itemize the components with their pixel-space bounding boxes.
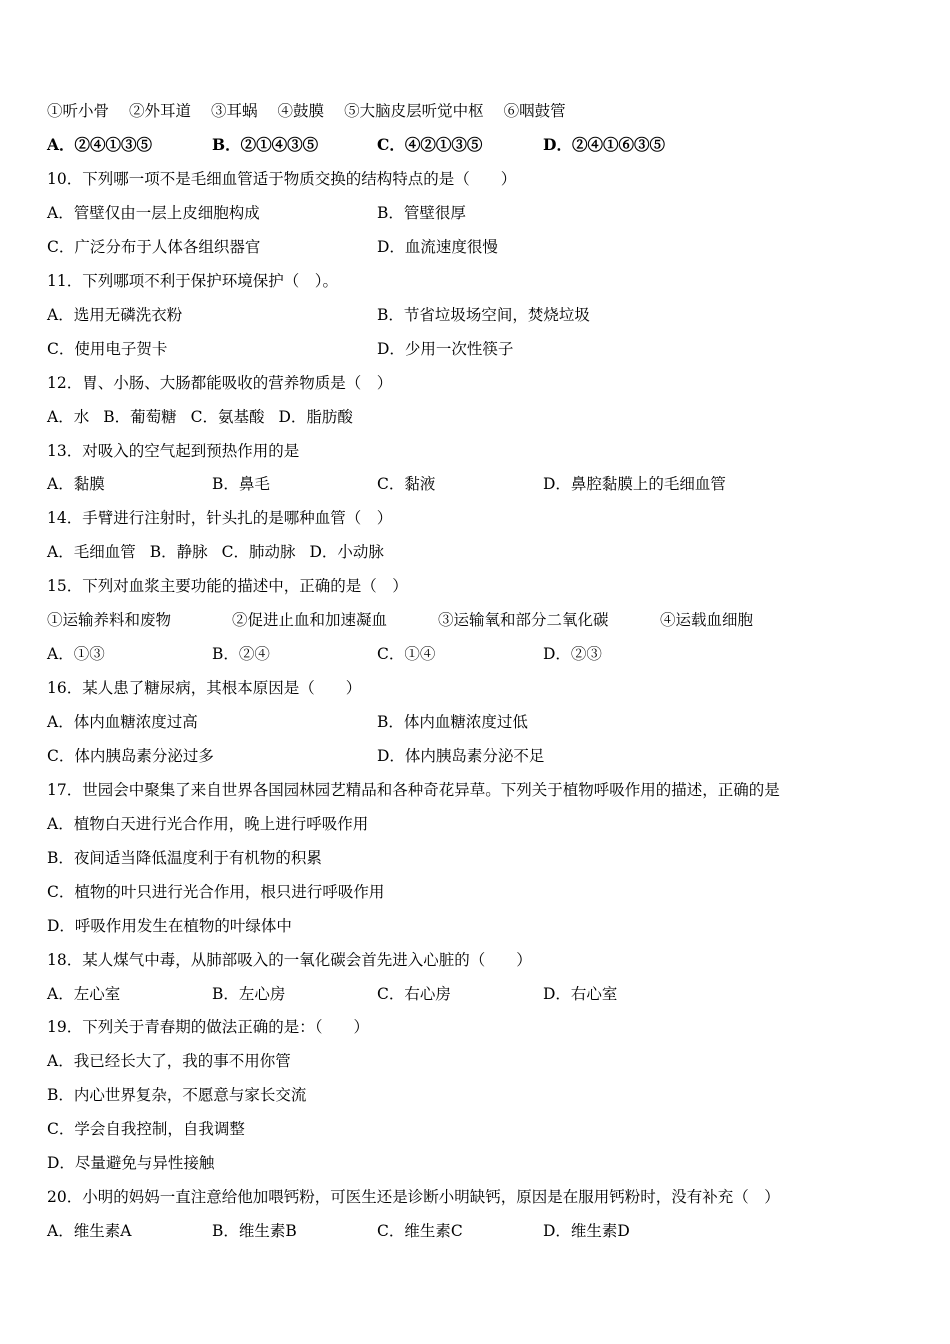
ear-structures-list xyxy=(47,101,586,121)
q12-option-c: C．氨基酸 xyxy=(190,408,265,426)
q11-option-a: A．选用无磷洗衣粉 xyxy=(47,306,183,324)
list-item: ④鼓膜 xyxy=(277,102,325,120)
q10-option-d: D．血流速度很慢 xyxy=(377,238,498,256)
q14-option-c: C．肺动脉 xyxy=(221,543,296,561)
q16-option-b: B．体内血糖浓度过低 xyxy=(377,713,528,731)
q11-option-b: B．节省垃圾场空间，焚烧垃圾 xyxy=(377,306,590,324)
q16-option-c: C．体内胰岛素分泌过多 xyxy=(47,747,214,765)
q11-stem: 11．下列哪项不利于保护环境保护（ ）。 xyxy=(47,272,338,290)
q12-option-d: D．脂肪酸 xyxy=(278,408,353,426)
q13-stem: 13．对吸入的空气起到预热作用的是 xyxy=(47,442,300,460)
q16-stem: 16．某人患了糖尿病，其根本原因是（ ） xyxy=(47,679,362,697)
q14-stem: 14．手臂进行注射时，针头扎的是哪种血管（ ） xyxy=(47,509,393,527)
q15-option-b: B．②④ xyxy=(212,645,270,663)
q13-option-b: B．鼻毛 xyxy=(212,475,270,493)
q17-option-d: D．呼吸作用发生在植物的叶绿体中 xyxy=(47,917,292,935)
q18-option-b: B．左心房 xyxy=(212,985,286,1003)
list-item: ①听小骨 xyxy=(47,102,110,120)
q10-option-a: A．管壁仅由一层上皮细胞构成 xyxy=(47,204,260,222)
q16-option-d: D．体内胰岛素分泌不足 xyxy=(377,747,545,765)
q19-option-d: D．尽量避免与异性接触 xyxy=(47,1154,215,1172)
q20-stem: 20．小明的妈妈一直注意给他加喂钙粉，可医生还是诊断小明缺钙，原因是在服用钙粉时，没有补充（ ） xyxy=(47,1188,780,1206)
q16-option-a: A．体内血糖浓度过高 xyxy=(47,713,198,731)
q13-option-c: C．黏液 xyxy=(377,475,436,493)
q20-option-d: D．维生素D xyxy=(543,1222,630,1240)
q18-option-d: D．右心室 xyxy=(543,985,618,1003)
q15-item-3: ③运输氧和部分二氧化碳 xyxy=(438,611,609,629)
q15-option-c: C．①④ xyxy=(377,645,436,663)
q15-item-4: ④运载血细胞 xyxy=(660,611,754,629)
q15-option-d: D．②③ xyxy=(543,645,602,663)
q19-stem: 19．下列关于青春期的做法正确的是：（ ） xyxy=(47,1018,369,1036)
q15-item-2: ②促进止血和加速凝血 xyxy=(232,611,388,629)
q11-option-c: C．使用电子贺卡 xyxy=(47,340,168,358)
q12-option-a: A．水 xyxy=(47,408,90,426)
q19-option-a: A．我已经长大了，我的事不用你管 xyxy=(47,1052,291,1070)
q14-option-d: D．小动脉 xyxy=(309,543,384,561)
q20-option-c: C．维生素C xyxy=(377,1222,463,1240)
q17-stem: 17．世园会中聚集了来自世界各国园林园艺精品和各种奇花异草。下列关于植物呼吸作用的描述，正确的是 xyxy=(47,781,780,799)
list-item: ②外耳道 xyxy=(129,102,192,120)
q19-option-b: B．内心世界复杂，不愿意与家长交流 xyxy=(47,1086,307,1104)
q10-option-b: B．管壁很厚 xyxy=(377,204,466,222)
q13-option-a: A．黏膜 xyxy=(47,475,105,493)
q13-option-d: D．鼻腔黏膜上的毛细血管 xyxy=(543,475,726,493)
q14-option-b: B．静脉 xyxy=(149,543,208,561)
list-item: ③耳蜗 xyxy=(211,102,258,120)
q15-item-1: ①运输养料和废物 xyxy=(47,611,172,629)
q9-option-b: B．②①④③⑤ xyxy=(212,135,319,154)
q20-option-b: B．维生素B xyxy=(212,1222,297,1240)
q18-option-a: A．左心室 xyxy=(47,985,121,1003)
q12-options xyxy=(47,407,367,427)
q10-stem: 10．下列哪一项不是毛细血管适于物质交换的结构特点的是（ ） xyxy=(47,170,517,188)
q14-options xyxy=(47,542,398,562)
q18-option-c: C．右心房 xyxy=(377,985,451,1003)
q18-stem: 18．某人煤气中毒，从肺部吸入的一氧化碳会首先进入心脏的（ ） xyxy=(47,951,532,969)
q12-option-b: B．葡萄糖 xyxy=(103,408,177,426)
q17-option-c: C．植物的叶只进行光合作用，根只进行呼吸作用 xyxy=(47,883,385,901)
list-item: ⑤大脑皮层听觉中枢 xyxy=(344,102,484,120)
q15-option-a: A．①③ xyxy=(47,645,105,663)
q12-stem: 12．胃、小肠、大肠都能吸收的营养物质是（ ） xyxy=(47,374,393,392)
q14-option-a: A．毛细血管 xyxy=(47,543,136,561)
q20-option-a: A．维生素A xyxy=(47,1222,132,1240)
q15-stem: 15．下列对血浆主要功能的描述中，正确的是（ ） xyxy=(47,577,408,595)
q19-option-c: C．学会自我控制，自我调整 xyxy=(47,1120,245,1138)
list-item: ⑥咽鼓管 xyxy=(503,102,566,120)
q10-option-c: C．广泛分布于人体各组织器官 xyxy=(47,238,261,256)
q9-option-a: A．②④①③⑤ xyxy=(47,135,153,154)
q11-option-d: D．少用一次性筷子 xyxy=(377,340,514,358)
q9-option-d: D．②④①⑥③⑤ xyxy=(543,135,665,154)
q9-option-c: C．④②①③⑤ xyxy=(377,135,483,154)
q17-option-b: B．夜间适当降低温度利于有机物的积累 xyxy=(47,849,322,867)
q17-option-a: A．植物白天进行光合作用，晚上进行呼吸作用 xyxy=(47,815,369,833)
